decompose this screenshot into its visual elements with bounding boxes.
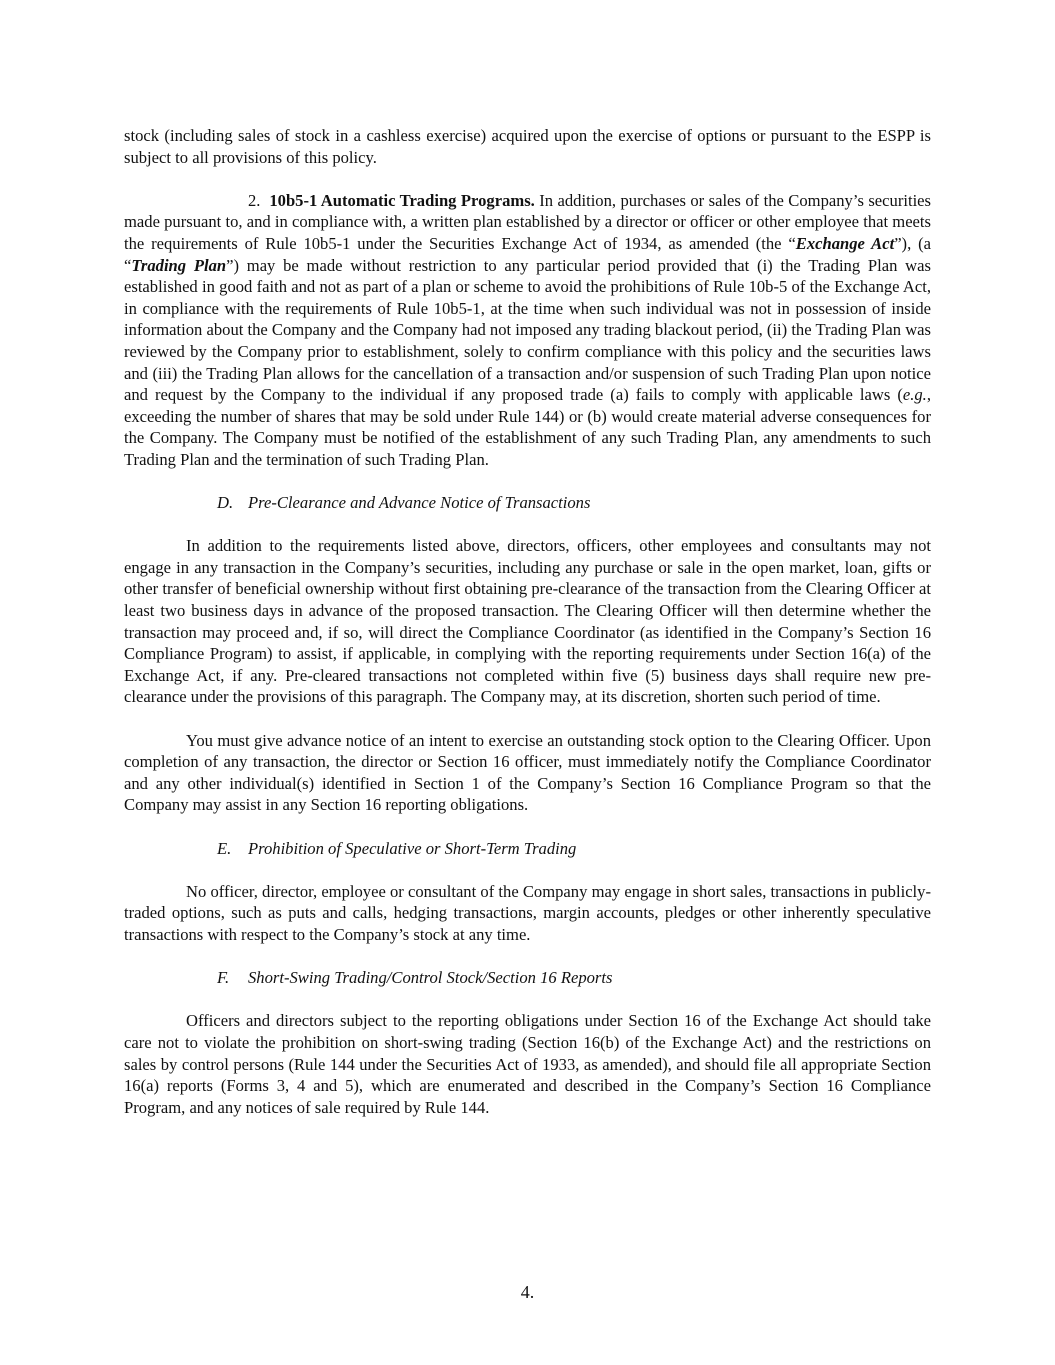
section-e-letter: E. [217,838,232,858]
section-f-letter: F. [217,968,230,988]
section-2-text-2: ”), (a “ [124,233,931,275]
section-e-title: Prohibition of Speculative or Short-Term Trading [248,838,577,858]
section-d-paragraph-1: In addition to the requirements listed above, directors, officers, other employees and consultants may not engage in any transaction in the Company’s securities, including any purchase or sale in the open market, loan, gifts or other transfer of beneficial ownership without first obtaining pre-clearance of the transaction from the Clearing Officer at least two business days in advance of the proposed transaction. The Clearing Officer will then determine whether the transaction may proceed and, if so, will direct the Compliance Coordinator (as identified in the Company’s Section 16 Compliance Program) to assist, if applicable, in complying with the reporting requirements under Section 16(a) of the Exchange Act, if any. Pre-cleared transactions not completed within five (5) business days shall require new pre-clearance under the provisions of this paragraph. The Company may, at its discretion, shorten such period of time. [124,536,931,707]
carryover-paragraph: stock (including sales of stock in a cashless exercise) acquired upon the exercise of options or pursuant to the ESPP is subject to all provisions of this policy. [124,126,931,167]
section-f-title: Short-Swing Trading/Control Stock/Section 16 Reports [248,968,613,988]
section-2-title: 10b5-1 Automatic Trading Programs. [269,190,535,210]
section-f-heading [124,967,931,989]
section-d-heading [124,492,931,514]
section-d-paragraph-2: You must give advance notice of an intent to exercise an outstanding stock option to the Clearing Officer. Upon completion of any transaction, the director or Section 16 officer, must immediately notify the Compliance Coordinator and any other individual(s) identified in Section 1 of the Company’s Section 16 Compliance Program so that the Company may assist in any Section 16 reporting obligations. [124,730,931,815]
section-2-text-4: , exceeding the number of shares that may be sold under Rule 144) or (b) would create material adverse consequences for the Company. The Company must be notified of the establishment of any such Trading Plan, any amendments to such Trading Plan and the termination of such Trading Plan. [124,385,931,469]
term-trading-plan: Trading Plan [131,255,227,275]
section-2-text-1: In addition, purchases or sales of the Company’s securities made pursuant to, and in compliance with, a written plan established by a director or officer or other employee that meets the requirements of Rule 10b5-1 under the Securities Exchange Act of 1934, as amended (the “ [124,190,932,253]
section-e-paragraph-1: No officer, director, employee or consultant of the Company may engage in short sales, transactions in publicly-traded options, such as puts and calls, hedging transactions, margin accounts, pledges or other inherently speculative transactions with respect to the Company’s stock at any time. [124,881,931,944]
section-d-title: Pre-Clearance and Advance Notice of Transactions [248,493,591,513]
eg-abbreviation: e.g. [902,385,927,405]
term-exchange-act: Exchange Act [795,233,895,253]
section-f-paragraph-1: Officers and directors subject to the reporting obligations under Section 16 of the Exchange Act should take care not to violate the prohibition on short-swing trading (Section 16(b) of the Exchange Act) and the restrictions on sales by control persons (Rule 144 under the Securities Act of 1933, as amended), and should file all appropriate Section 16(a) reports (Forms 3, 4 and 5), which are enumerated and described in the Company’s Section 16 Compliance Program, and any notices of sale required by Rule 144. [124,1011,931,1117]
document-page [124,125,931,1140]
section-e-heading [124,838,931,860]
section-d-letter: D. [217,493,234,513]
section-2-text-3: ”) may be made without restriction to any particular period provided that (i) the Trading Plan was established in good faith and not as part of a plan or scheme to avoid the prohibitions of Rule 10b-5 of the Exchange Act, in compliance with the requirements of Rule 10b5-1, at the time when such individual was not in possession of inside information about the Company and the Company had not imposed any trading blackout period, (ii) the Trading Plan was reviewed by the Company prior to establishment, solely to confirm compliance with this policy and the securities laws and (iii) the Trading Plan allows for the cancellation of a transaction and/or suspension of such Trading Plan upon notice and request by the Company to the individual if any proposed trade (a) fails to comply with applicable laws ( [124,255,931,405]
section-2-paragraph [124,190,931,471]
page-number: 4. [520,1282,535,1302]
section-2-number: 2. [248,190,261,210]
